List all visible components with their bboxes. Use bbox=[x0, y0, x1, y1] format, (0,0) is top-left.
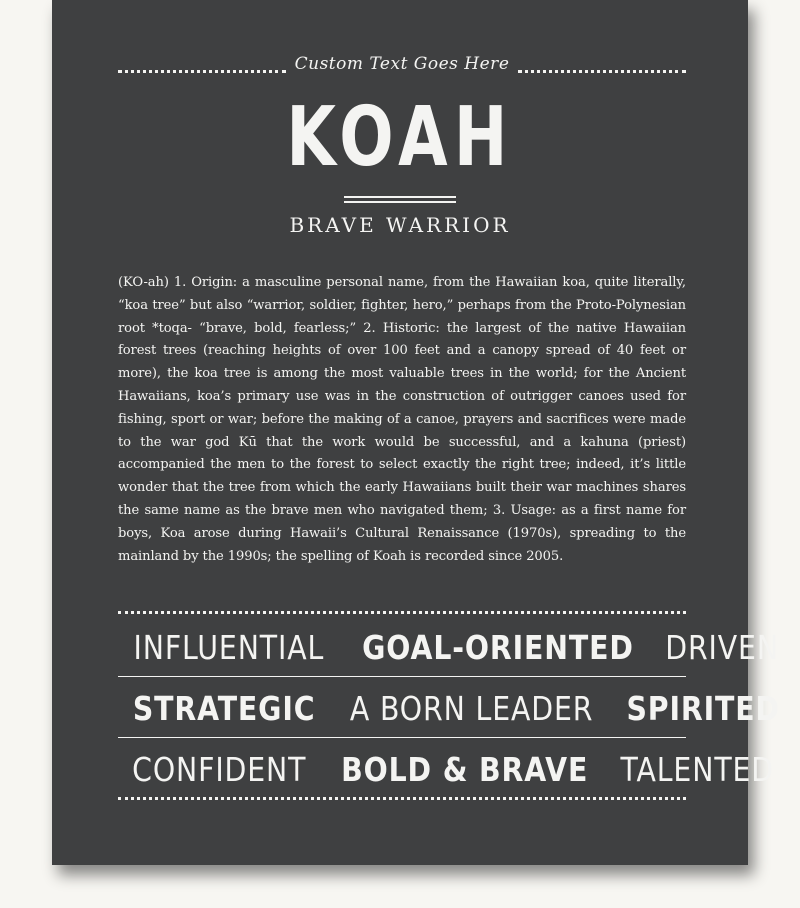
traits-rule-1 bbox=[118, 676, 686, 677]
name-poster bbox=[52, 0, 780, 865]
traits-row-2 bbox=[118, 681, 780, 735]
custom-text-row bbox=[118, 54, 686, 84]
dotted-divider-traits-top bbox=[118, 611, 686, 614]
trait: CONFIDENT bbox=[132, 749, 307, 789]
trait: A BORN LEADER bbox=[350, 688, 594, 728]
name-title: KOAH bbox=[286, 90, 514, 185]
title-rule-bottom bbox=[344, 201, 456, 203]
traits-row-1 bbox=[118, 620, 779, 674]
traits-row-3 bbox=[118, 742, 774, 796]
trait: STRATEGIC bbox=[132, 688, 316, 728]
trait: BOLD & BRAVE bbox=[340, 749, 588, 789]
trait: DRIVEN bbox=[664, 627, 779, 667]
trait: SPIRITED bbox=[626, 688, 780, 728]
dotted-divider-traits-bottom bbox=[118, 797, 686, 800]
trait: GOAL-ORIENTED bbox=[361, 627, 634, 667]
name-definition: (KO-ah) 1. Origin: a masculine personal name, from the Hawaiian koa, quite literally, “koa tree” but also “warrior, soldier, fighter, hero,” perhaps from the Proto-Polynesian root *toqa- “brave, bold, fearless;” 2. Historic: the largest of the native Hawaiian forest trees (reaching heights of over 100 feet and a canopy spread of 40 feet or more), the koa tree is among the most valuable trees in the world; for the Ancient Hawaiians, koa’s primary use was in the construction of outrigger canoes used for fishing, sport or war; before the making of a canoe, prayers and sacrifices were made to the war god Kū that the work would be successful, and a kahuna (priest) accompanied the men to the forest to select exactly the right tree; indeed, it’s little wonder that the tree from which the early Hawaiians built their war machines shares the same name as the brave men who navigated them; 3. Usage: as a first name for boys, Koa arose during Hawaii’s Cultural Renaissance (1970s), spreading to the mainland by the 1990s; the spelling of Koah is recorded since 2005. bbox=[118, 275, 686, 564]
trait: TALENTED bbox=[620, 749, 774, 789]
trait: INFLUENTIAL bbox=[133, 627, 325, 667]
custom-text: Custom Text Goes Here bbox=[294, 54, 510, 74]
traits-rule-2 bbox=[118, 737, 686, 738]
dotted-divider-right bbox=[518, 70, 686, 73]
title-rule-top bbox=[344, 196, 456, 198]
name-meaning: BRAVE WARRIOR bbox=[289, 213, 511, 237]
